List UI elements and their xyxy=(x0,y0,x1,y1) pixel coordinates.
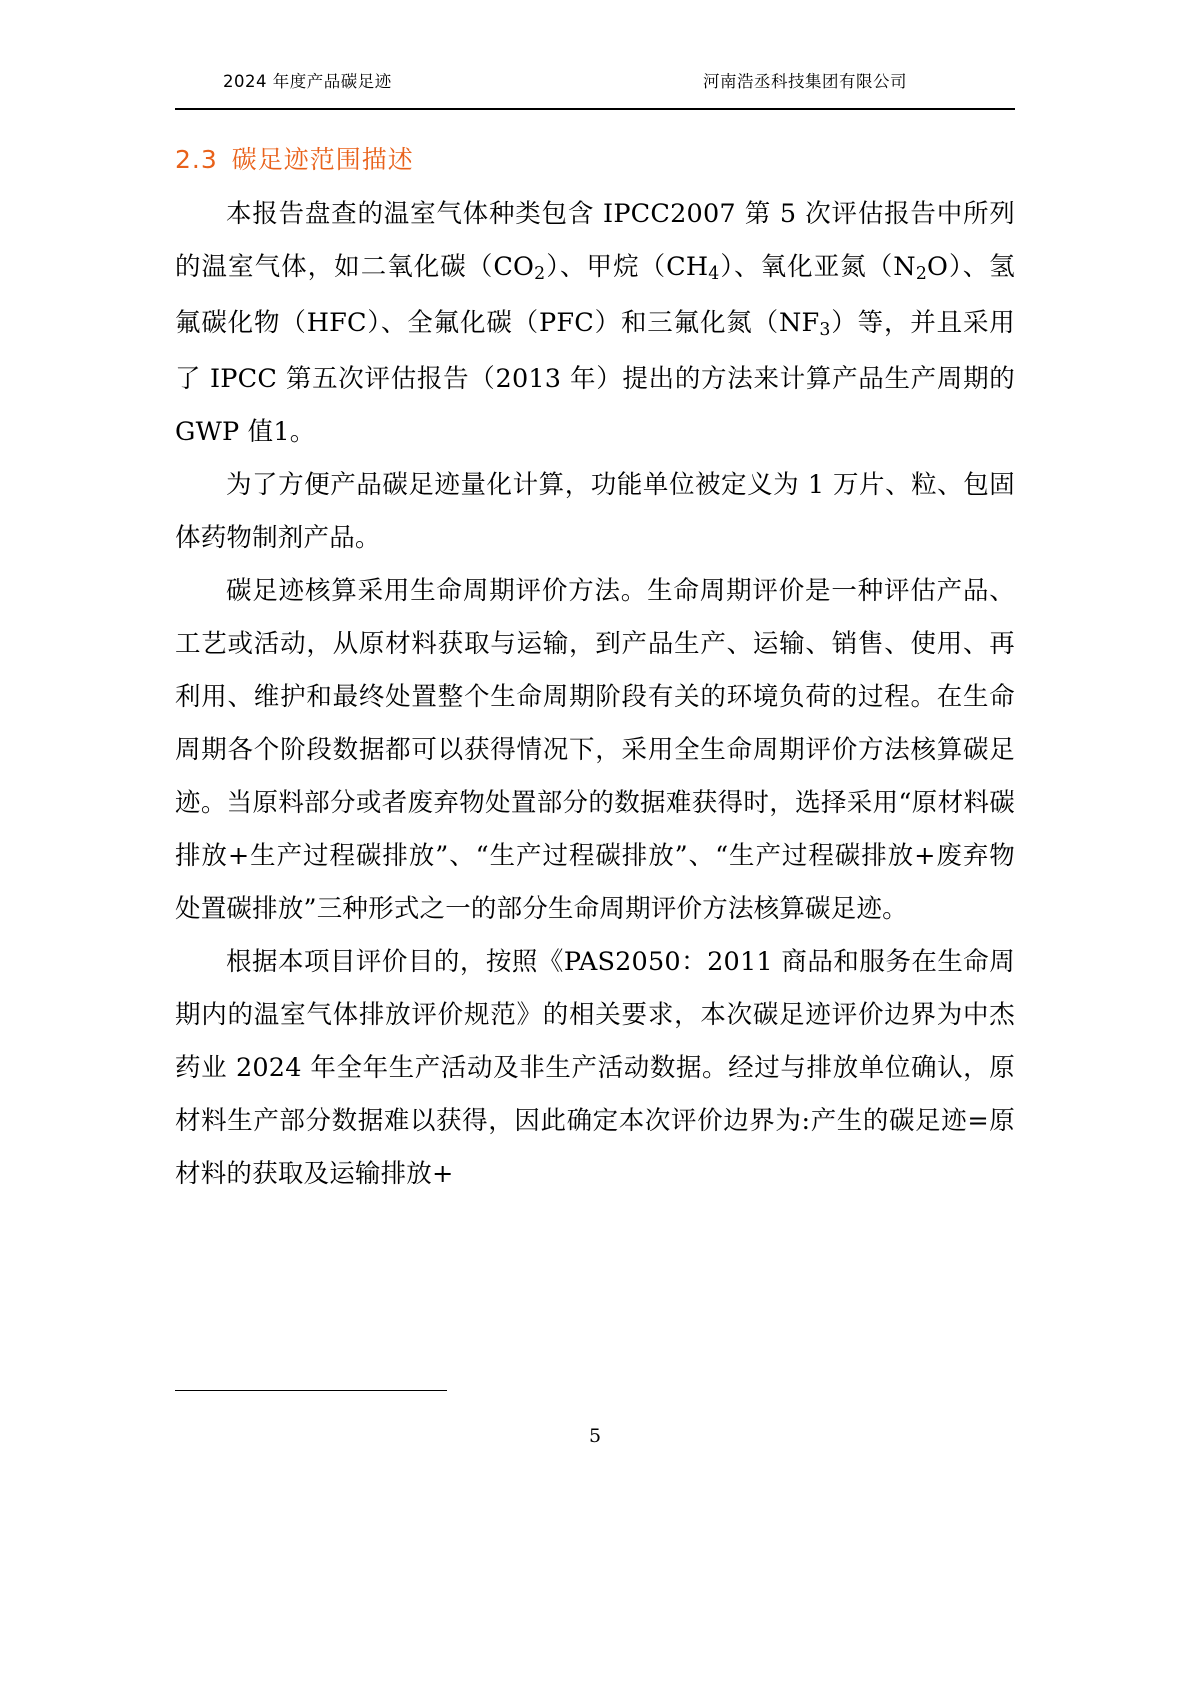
page-number: 5 xyxy=(588,1425,602,1447)
section-number: 2.3 xyxy=(175,145,218,174)
para-boundary: 根据本项目评价目的，按照《PAS2050：2011 商品和服务在生命周期内的温室气体排放评价规范》的相关要求，本次碳足迹评价边界为中杰药业 2024 年全年生产活动及非生产活动数据。经过与排放单位确认，原材料生产部分数据难以获得，因此确定本次评价边界为:产生的碳足迹=原材料的获取及运输排放+ xyxy=(175,947,1015,1189)
para-lca-method: 碳足迹核算采用生命周期评价方法。生命周期评价是一种评估产品、工艺或活动，从原材料获取与运输，到产品生产、运输、销售、使用、再利用、维护和最终处置整个生命周期阶段有关的环境负荷的过程。在生命周期各个阶段数据都可以获得情况下，采用全生命周期评价方法核算碳足迹。当原料部分或者废弃物处置部分的数据难获得时，选择采用“原材料碳排放+生产过程碳排放”、“生产过程碳排放”、“生产过程碳排放+废弃物处置碳排放”三种形式之一的部分生命周期评价方法核算碳足迹。 xyxy=(175,576,1015,924)
subscript: 3 xyxy=(819,320,831,341)
paragraph-list xyxy=(175,188,1015,1201)
para-ghg-types: 本报告盘查的温室气体种类包含 IPCC2007 第 5 次评估报告中所列的温室气体，如二氧化碳$(CO_2)$、甲烷$(CH_4)$、氧化亚氮$(N_2O)$、氢氟碳化物（HFC）、全氟化碳（PFC）和三氟化氮$(NF_3)$等，并且采用了 IPCC 第五次评估报告（2013 年）提出的方法来计算产品生产周期的 GWP 值1。 xyxy=(175,199,1015,447)
subscript: 2 xyxy=(915,264,928,285)
header-divider xyxy=(175,108,1015,110)
footnote-divider xyxy=(175,1390,447,1391)
section-title-text: 碳足迹范围描述 xyxy=(231,145,414,174)
page-content xyxy=(175,140,1015,1201)
section-heading xyxy=(175,140,1015,176)
page-header xyxy=(175,68,1015,92)
subscript: 4 xyxy=(708,264,720,285)
subscript: 2 xyxy=(534,264,546,285)
para-functional-unit: 为了方便产品碳足迹量化计算，功能单位被定义为 1 万片、粒、包固体药物制剂产品。 xyxy=(175,470,1015,553)
header-left-text: 2024 年度产品碳足迹 xyxy=(223,72,392,91)
header-right-text: 河南浩丞科技集团有限公司 xyxy=(703,72,907,91)
